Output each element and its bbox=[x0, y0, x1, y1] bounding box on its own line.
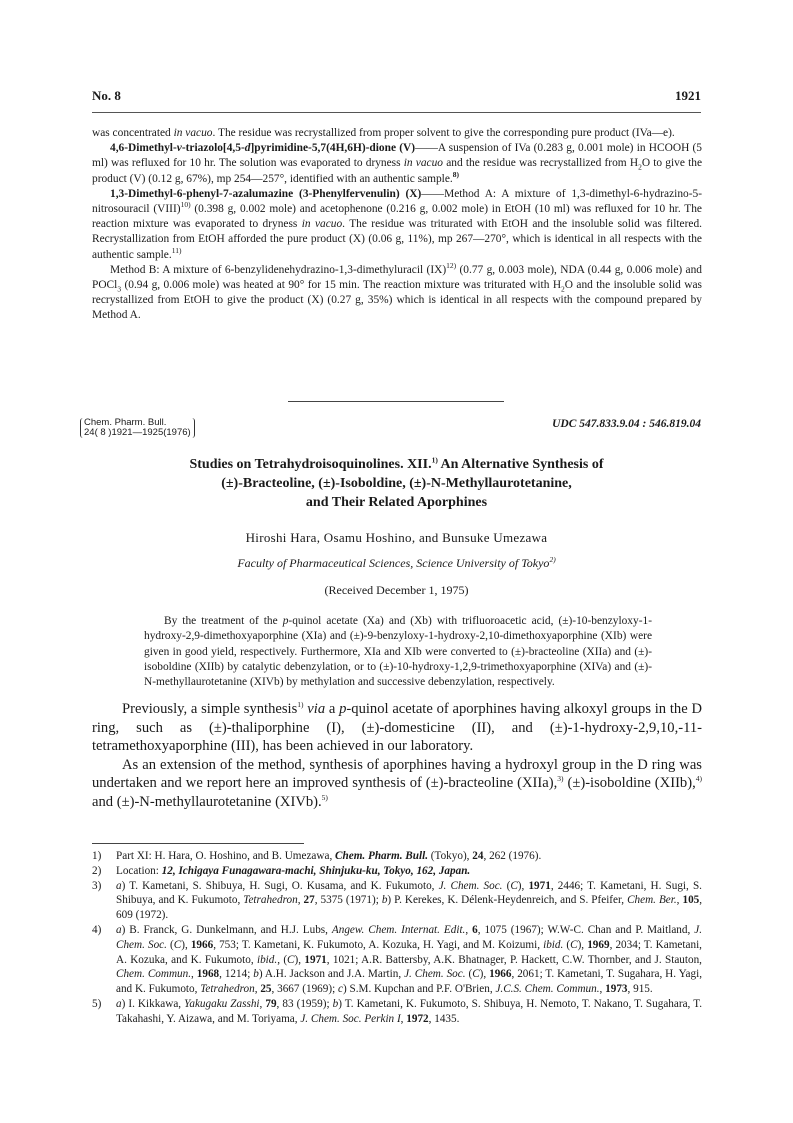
experimental-paragraph: 4,6-Dimethyl-v-triazolo[4,5-d]pyrimidine-5,7(4H,6H)-dione (V)——A suspension of IVa (0.283 g, 0.001 mole) in HCOOH (5 ml) was refluxed for 10 hr. The solution was evaporated to dryness in vacuo and the residue was recrystallized from $H_2O$ to give the product (V) (0.12 g, 67%), mp 254—257°, identified with an authentic sample.$^{8)}$ bbox=[92, 142, 703, 185]
article-title: Studies on Tetrahydroisoquinolines. XII.$^{1)}$ An Alternative Synthesis of (±)-Bracteoline, (±)-Isoboldine, (±)-N-Methyllaurotetanine, and Their Related Aporphines bbox=[189, 455, 604, 510]
body-text bbox=[92, 700, 702, 812]
footnote: 4) a) B. Franck, G. Dunkelmann, and H.J. Lubs, Angew. Chem. Internat. Edit., 6, 1075 (1967); W.W-C. Chan and P. Maitland, J. Chem. Soc. (C), 1966, 753; T. Kametani, K. Fukumoto, A. Kozuka, H. Yagi, and M. Koizumi, ibid. (C), 1969, 2034; T. Kametani, A. Kozuka, and K. Fukumoto, ibid., (C), 1971, 1021; A.R. Battersby, A.K. Bhatnager, P. Hackett, C.W. Thornber, and J. Stauton, Chem. Commun., 1968, 1214; b) A.H. Jackson and J.A. Martin, J. Chem. Soc. (C), 1966, 2061; T. Kametani, T. Sugahara, H. Yagi, and K. Fukumoto, Tetrahedron, 25, 3667 (1969); c) S.M. Kupchan and P.F. O'Brien, J.C.S. Chem. Commun., 1973, 915. bbox=[92, 923, 703, 996]
journal-citation: Chem. Pharm. Bull. 24( 8 )1921—1925(1976) bbox=[80, 418, 195, 438]
body-paragraph: As an extension of the method, synthesis of aporphines having a hydroxyl group in the D ring was undertaken and we report here an improved synthesis of (±)-bracteoline (XIIa),$^{3)}$ (±)-isoboldine (XIIb),$^{4)}$ and (±)-N-methyllaurotetanine (XIVb).$^{5)}$ bbox=[92, 756, 702, 810]
experimental-paragraph: Method B: A mixture of 6-benzylidenehydrazino-1,3-dimethyluracil (IX)$^{12)}$ (0.77 g, 0.003 mole), NDA (0.44 g, 0.006 mole) and POCl$_3$ (0.94 g, 0.006 mole) was heated at 90° for 15 min. The reaction mixture was triturated with $H_2O$ and the insoluble solid was recrystallized from EtOH to give the product (X) (0.27 g, 35%) which is identical in all respects with the compound prepared by Method A. bbox=[92, 261, 702, 322]
experimental-paragraph: was concentrated in vacuo. The residue was recrystallized from proper solvent to give the corresponding pure product (IVa—e). bbox=[92, 127, 675, 139]
footnote: 5) a) I. Kikkawa, Yakugaku Zasshi, 79, 83 (1959); b) T. Kametani, K. Fukumoto, S. Shibuya, H. Nemoto, T. Nakano, T. Sugahara, T. Takahashi, Y. Aizawa, and M. Toriyama, J. Chem. Soc. Perkin I, 1972, 1435. bbox=[92, 997, 702, 1025]
footnote: 1) Part XI: H. Hara, O. Hoshino, and B. Umezawa, Chem. Pharm. Bull. (Tokyo), 24, 262 (1976). bbox=[92, 850, 542, 862]
experimental-paragraph: 1,3-Dimethyl-6-phenyl-7-azalumazine (3-Phenylfervenulin) (X)——Method A: A mixture of 1,3-dimethyl-6-hydrazino-5-nitrosouracil (VIII)$^{10)}$ (0.398 g, 0.002 mole) and acetophenone (0.216 g, 0.002 mole) in EtOH (10 ml) was refluxed for 10 hr. The reaction mixture was evaporated to dryness in vacuo. The residue was triturated with EtOH and the insoluble solid was filtered. Recrystallization from EtOH afforded the pure product (X) (0.06 g, 11%), mp 267—270°, which is identical in all respects with the authentic sample.$^{11)}$ bbox=[92, 187, 702, 261]
author-list: Hiroshi Hara, Osamu Hoshino, and Bunsuke Umezawa bbox=[245, 530, 548, 545]
abstract: By the treatment of the p-quinol acetate (Xa) and (Xb) with trifluoroacetic acid, (±)-10-benzyloxy-1-hydroxy-2,9-dimethoxyaporphine (XIa) and (±)-9-benzyloxy-1-hydroxy-2,10-dimethoxyaporphine (XIb) were given in good yield, respectively. Furthermore, XIa and XIb were converted to (±)-bracteoline (XIIa) and (±)-isoboldine (XIIb) by catalytic debenzylation, or to (±)-10-hydroxy-1,2,9-trimethoxyaporphine (XIVa) and (±)-N-methyllaurotetanine (XIVb) by methylation and successive debenzylation, respectively. bbox=[144, 615, 652, 689]
affiliation: Faculty of Pharmaceutical Sciences, Science University of Tokyo$^{2)}$ bbox=[237, 555, 556, 570]
footnote: 2) Location: 12, Ichigaya Funagawara-machi, Shinjuku-ku, Tokyo, 162, Japan. bbox=[92, 864, 471, 877]
article-separator bbox=[288, 401, 504, 402]
udc-code: UDC 547.833.9.04 : 546.819.04 bbox=[552, 418, 701, 430]
page-header bbox=[92, 88, 701, 108]
footnote-divider bbox=[92, 843, 304, 844]
footnotes bbox=[92, 849, 702, 1027]
page-number: 1921 bbox=[675, 88, 701, 103]
footnote: 3) a) T. Kametani, S. Shibuya, H. Sugi, O. Kusama, and K. Fukumoto, J. Chem. Soc. (C), 1971, 2446; T. Kametani, H. Sugi, S. Shibuya, and K. Fukumoto, Tetrahedron, 27, 5375 (1971); b) P. Kerekes, K. Délenk-Heydenreich, and S. Pfeifer, Chem. Ber., 105, 609 (1972). bbox=[92, 879, 703, 922]
issue-number: No. 8 bbox=[92, 88, 121, 103]
header-divider bbox=[92, 112, 701, 113]
body-paragraph: Previously, a simple synthesis$^{1)}$ via a p-quinol acetate of aporphines having alkoxyl groups in the D ring, such as (±)-thaliporphine (I), (±)-domesticine (II), and (±)-1-hydroxy-2,9,10,-11-tetramethoxyaporphine (III), has been achieved in our laboratory. bbox=[92, 700, 702, 755]
experimental-section bbox=[92, 126, 702, 324]
received-date: (Received December 1, 1975) bbox=[324, 583, 469, 597]
